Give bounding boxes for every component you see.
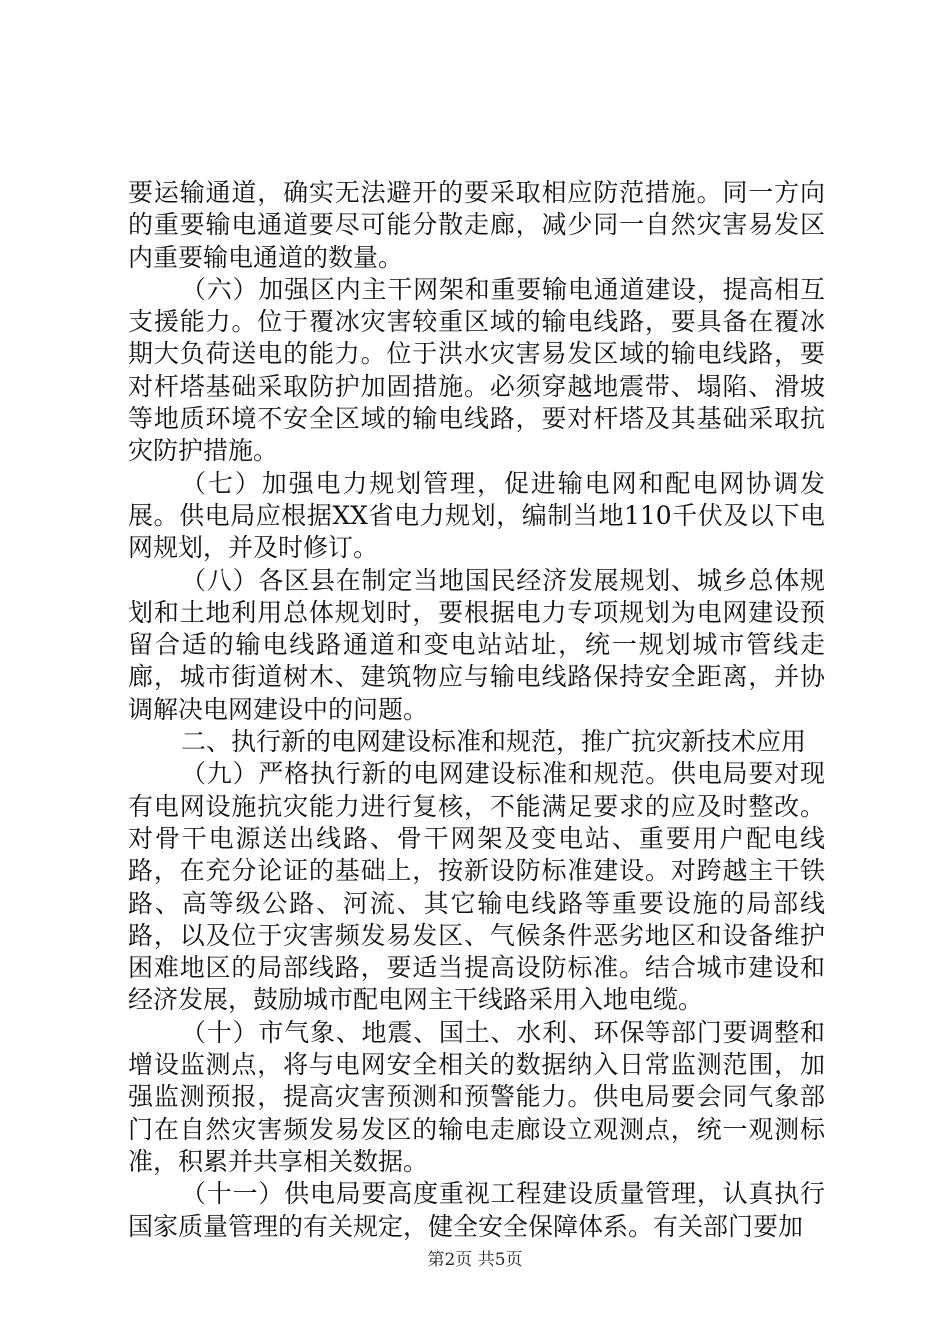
page-number-footer: 第2页 共5页 [427,1250,523,1270]
paragraph-1: 要运输通道，确实无法避开的要采取相应防范措施。同一方向的重要输电通道要尽可能分散走廊，减少同一自然灾害易发区内重要输电通道的数量。 [128,178,825,272]
paragraph-10: （十）市气象、地震、国土、水利、环保等部门要调整和增设监测点，将与电网安全相关的数据纳入日常监测范围，加强监测预报，提高灾害预测和预警能力。供电局要会同气象部门在自然灾害频发易发区的输电走廊设立观测点，统一观测标准，积累并共享相关数据。 [128,1017,825,1176]
paragraph-11: （十一）供电局要高度重视工程建设质量管理，认真执行国家质量管理的有关规定，健全安全保障体系。有关部门要加 [128,1179,825,1241]
paragraph-6: （六）加强区内主干网架和重要输电通道建设，提高相互支援能力。位于覆冰灾害较重区域的输电线路，要具备在覆冰期大负荷送电的能力。位于洪水灾害易发区域的输电线路，要对杆塔基础采取防护加固措施。必须穿越地震带、塌陷、滑坡等地质环境不安全区域的输电线路，要对杆塔及其基础采取抗灾防护措施。 [128,274,825,466]
section-heading-2: 二、执行新的电网建设标准和规范，推广抗灾新技术应用 [181,727,807,757]
paragraph-8: （八）各区县在制定当地国民经济发展规划、城乡总体规划和土地利用总体规划时，要根据电力专项规划为电网建设预留合适的输电线路通道和变电站站址，统一规划城市管线走廊，城市街道树木、建筑物应与输电线路保持安全距离，并协调解决电网建设中的问题。 [128,565,825,724]
paragraph-9: （九）严格执行新的电网建设标准和规范。供电局要对现有电网设施抗灾能力进行复核，不能满足要求的应及时整改。对骨干电源送出线路、骨干网架及变电站、重要用户配电线路，在充分论证的基础上，按新设防标准建设。对跨越主干铁路、高等级公路、河流、其它输电线路等重要设施的局部线路，以及位于灾害频发易发区、气候条件恶劣地区和设备维护困难地区的局部线路，要适当提高设防标准。结合城市建设和经济发展，鼓励城市配电网主干线路采用入地电缆。 [128,759,825,1015]
document-body [128,177,825,1243]
paragraph-7: （七）加强电力规划管理，促进输电网和配电网协调发展。供电局应根据XX省电力规划，编制当地110千伏及以下电网规划，并及时修订。 [128,468,825,563]
